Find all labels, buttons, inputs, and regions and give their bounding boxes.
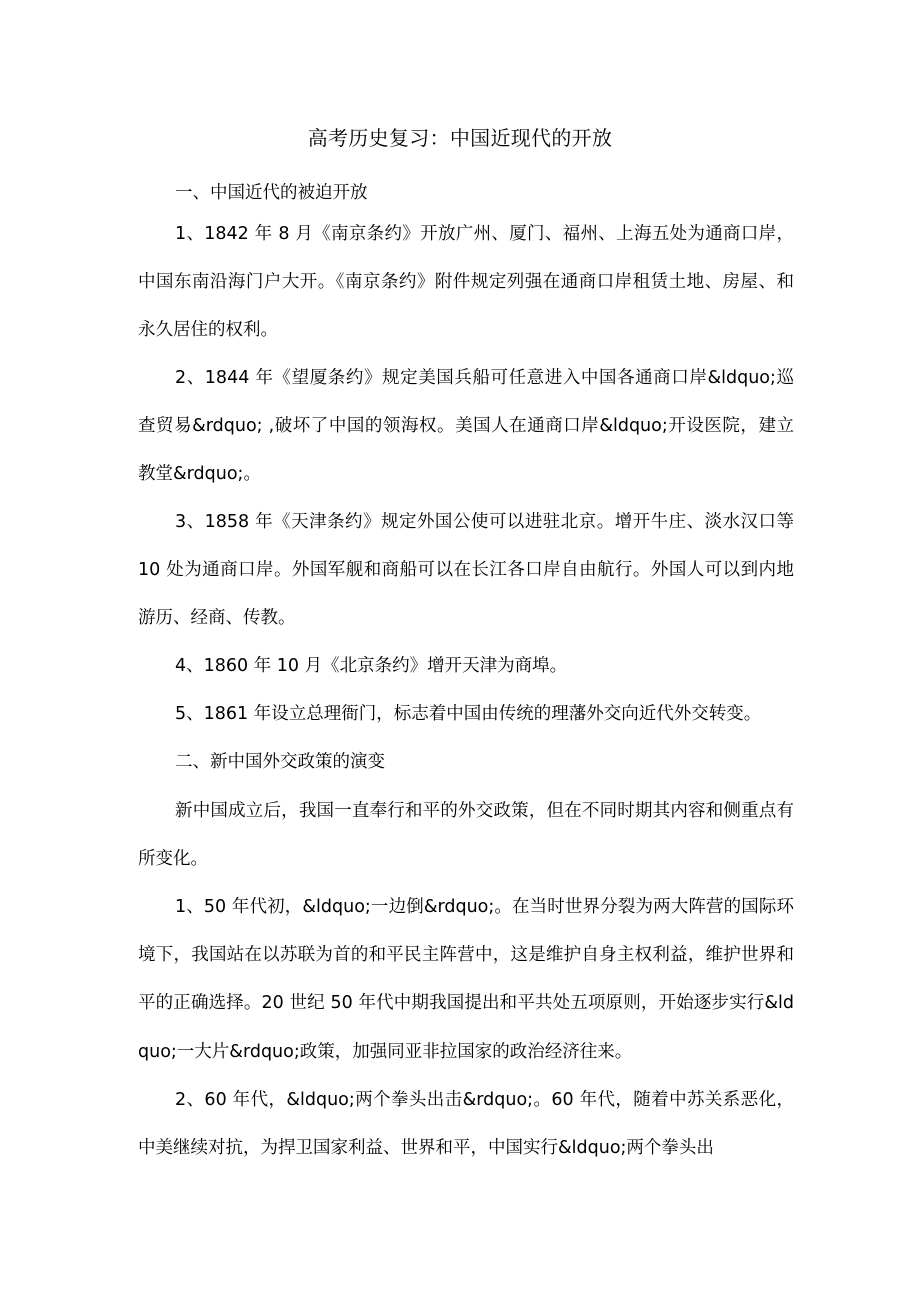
section-heading-2: 二、新中国外交政策的演变: [175, 752, 385, 772]
section-heading-1: 一、中国近代的被迫开放: [175, 183, 368, 203]
paragraph-1844: 2、1844 年《望厦条约》规定美国兵船可任意进入中国各通商口岸&ldquo;巡查贸易&rdquo; ,破坏了中国的领海权。美国人在通商口岸&ldquo;开设医院，建立教堂&rdquo;。: [138, 368, 794, 485]
paragraph-1861: 5、1861 年设立总理衙门，标志着中国由传统的理藩外交向近代外交转变。: [175, 704, 762, 724]
paragraph-1842: 1、1842 年 8 月《南京条约》开放广州、厦门、福州、上海五处为通商口岸，中国东南沿海门户大开。《南京条约》附件规定列强在通商口岸租赁土地、房屋、和永久居住的权利。: [138, 224, 794, 341]
paragraph-1860: 4、1860 年 10 月《北京条约》增开天津为商埠。: [175, 656, 568, 676]
paragraph-1950s: 1、50 年代初，&ldquo;一边倒&rdquo;。在当时世界分裂为两大阵营的国际环境下，我国站在以苏联为首的和平民主阵营中，这是维护自身主权利益，维护世界和平的正确选择。20 世纪 50 年代中期我国提出和平共处五项原则，开始逐步实行&ldquo;一大片&rdquo;政策，加强同亚非拉国家的政治经济往来。: [138, 897, 794, 1062]
document-title: 高考历史复习：中国近现代的开放: [307, 126, 613, 150]
paragraph-1858: 3、1858 年《天津条约》规定外国公使可以进驻北京。增开牛庄、淡水汉口等 10 处为通商口岸。外国军舰和商船可以在长江各口岸自由航行。外国人可以到内地游历、经商、传教。: [138, 512, 794, 629]
paragraph-intro: 新中国成立后，我国一直奉行和平的外交政策，但在不同时期其内容和侧重点有所变化。: [138, 801, 794, 870]
paragraph-1960s: 2、60 年代，&ldquo;两个拳头出击&rdquo;。60 年代，随着中苏关系恶化，中美继续对抗，为捍卫国家利益、世界和平，中国实行&ldquo;两个拳头出: [138, 1090, 794, 1159]
